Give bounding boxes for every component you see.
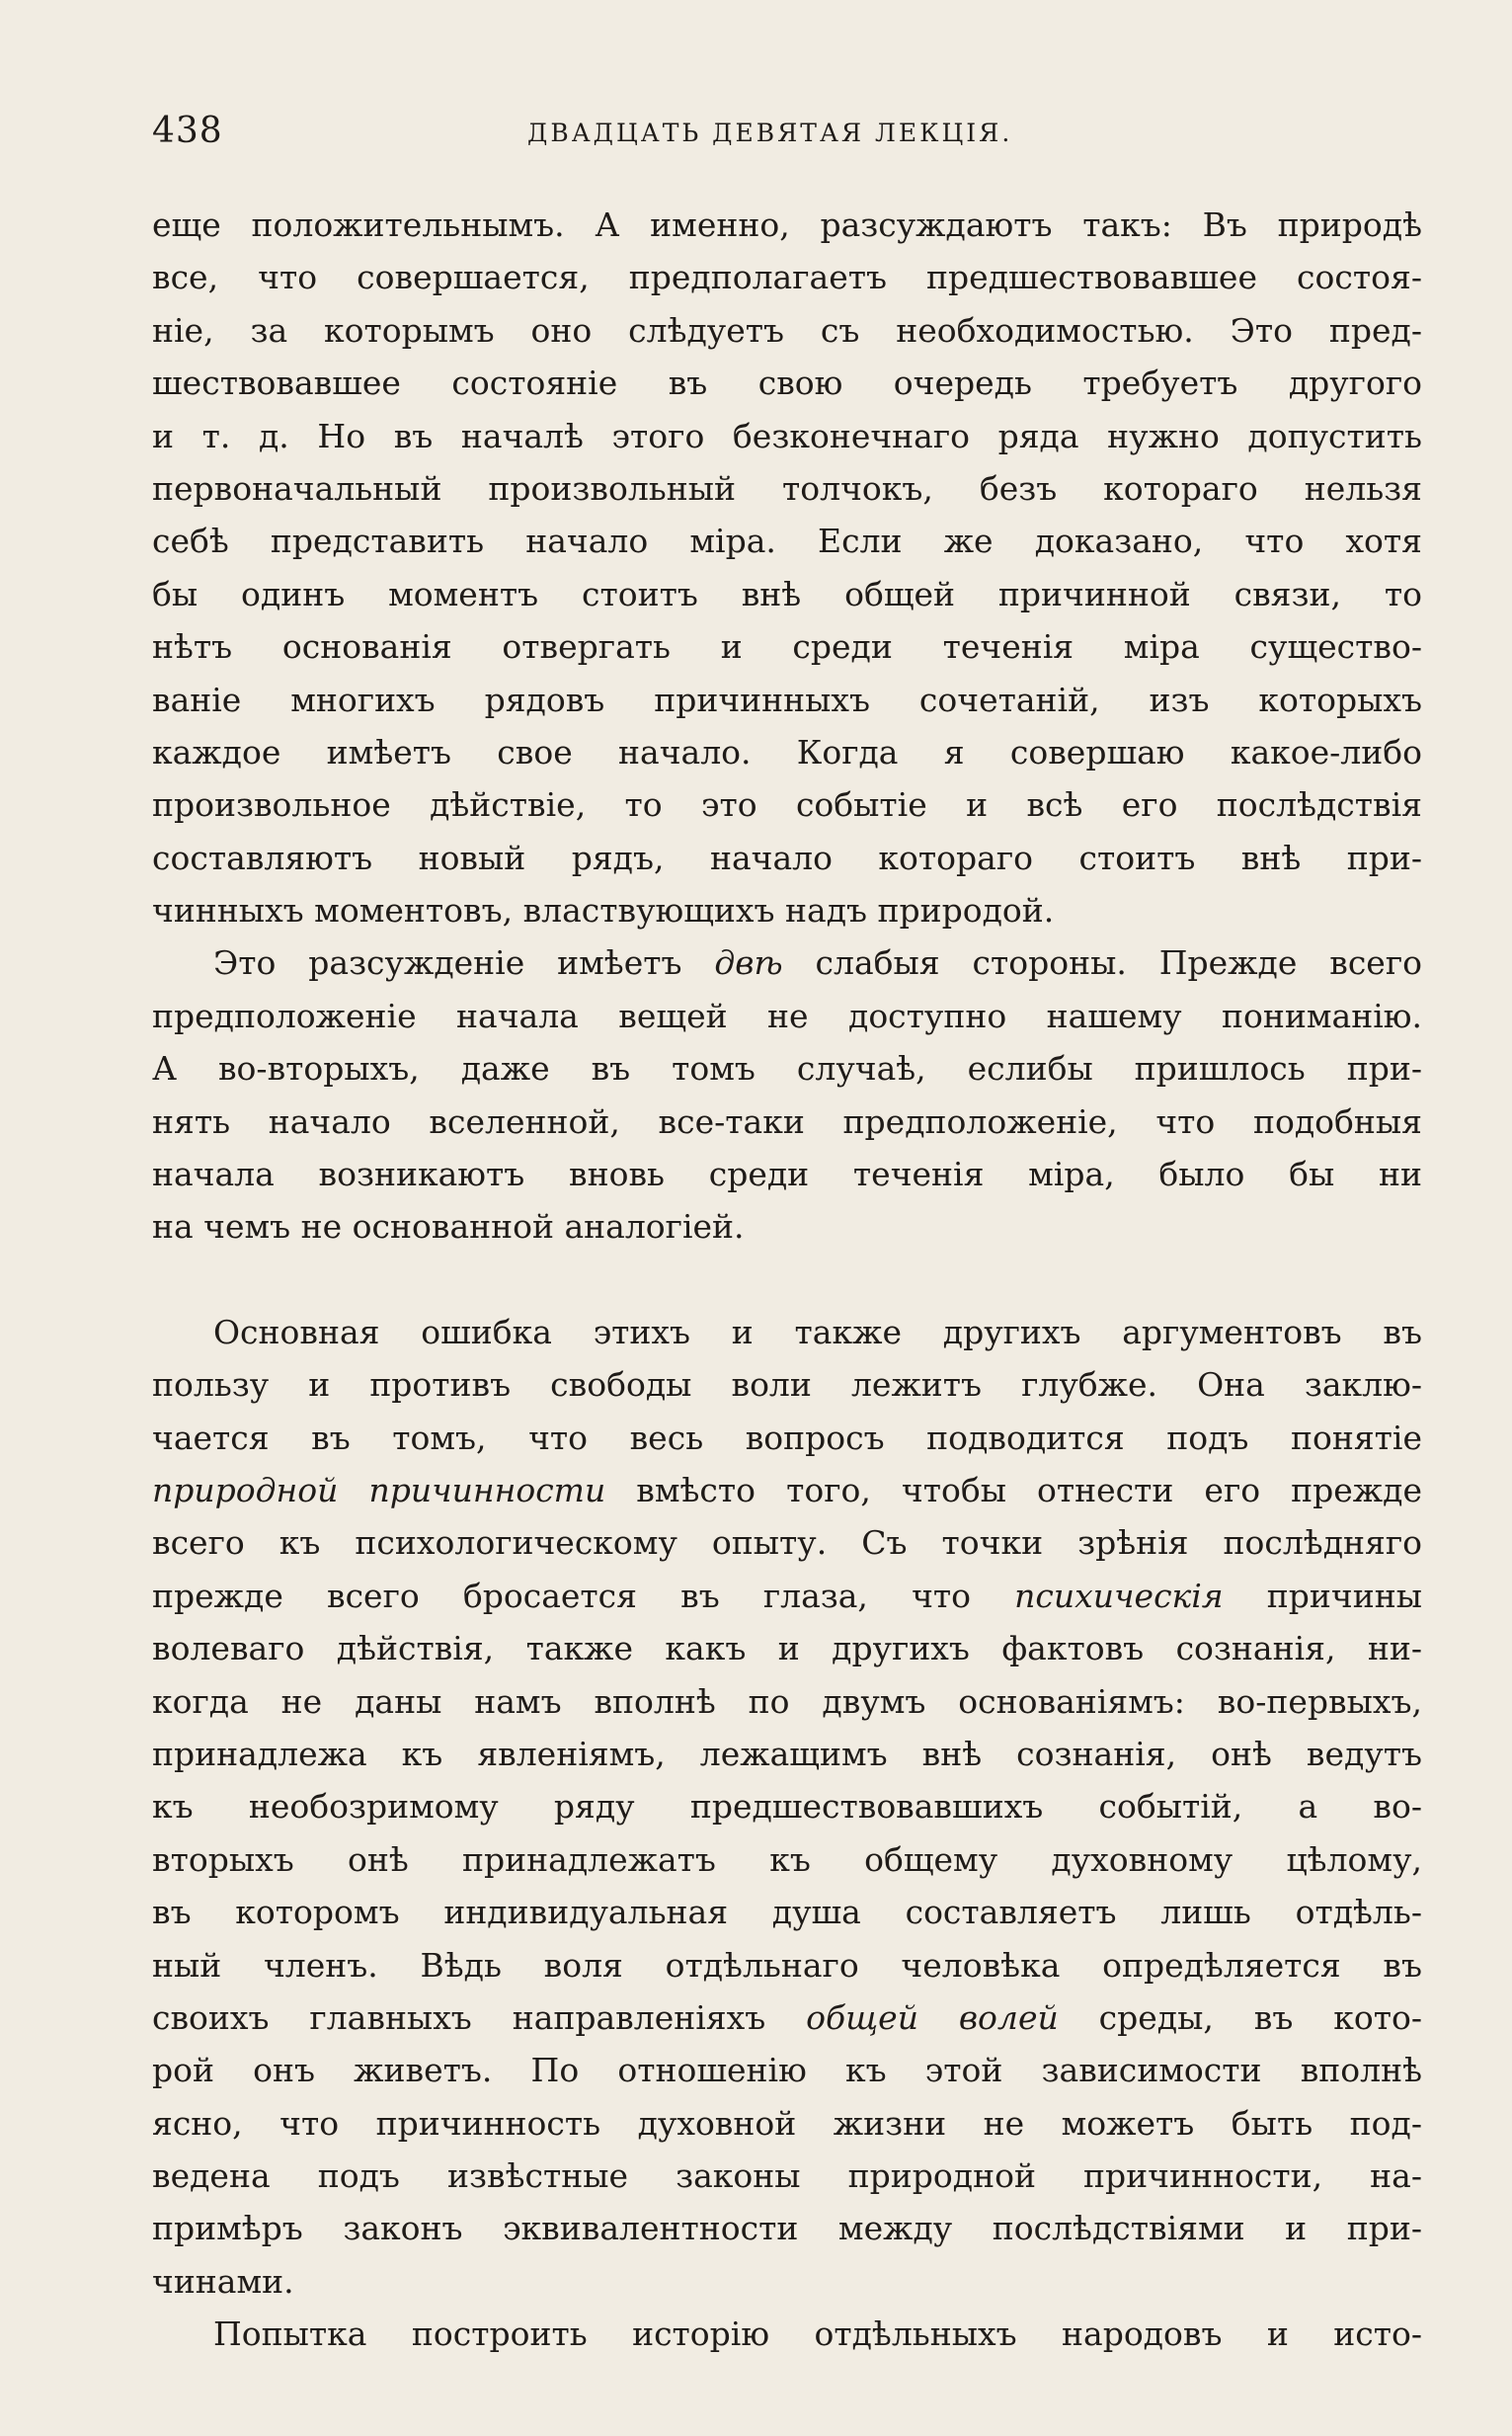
text-line: вторыхъ онѣ принадлежатъ къ общему духовному цѣлому,	[152, 1839, 1422, 1879]
text-line: примѣръ законъ эквивалентности между послѣдствіями и при-	[152, 2209, 1422, 2248]
paragraph	[152, 1306, 1422, 2308]
text-line: шествовавшее состояніе въ свою очередь требуетъ другого	[152, 364, 1422, 403]
text-line: составляютъ новый рядъ, начало котораго стоитъ внѣ при-	[152, 838, 1422, 877]
text-line: все, что совершается, предполагаетъ предшествовавшее состоя-	[152, 258, 1422, 297]
text-line: ный членъ. Вѣдь воля отдѣльнаго человѣка опредѣляется въ	[152, 1945, 1422, 1985]
text-line: ваніе многихъ рядовъ причинныхъ сочетаній, изъ которыхъ	[152, 680, 1422, 719]
text-line: прежде всего бросается въ глаза, что психическія причины	[152, 1576, 1422, 1615]
running-head	[152, 105, 1422, 158]
paragraph-gap	[152, 1254, 1422, 1306]
italic-emphasis: психическія	[1014, 1576, 1224, 1615]
paragraph	[152, 2308, 1422, 2360]
text-line: предположеніе начала вещей не доступно нашему пониманію.	[152, 996, 1422, 1035]
text-line: себѣ представить начало міра. Если же доказано, что хотя	[152, 522, 1422, 561]
running-title: ДВАДЦАТЬ ДЕВЯТАЯ ЛЕКЦІЯ.	[527, 119, 1013, 147]
italic-emphasis: общей волей	[806, 1997, 1059, 2037]
text-line: Попытка построить исторію отдѣльныхъ народовъ и исто-	[213, 2314, 1422, 2354]
text-line: волеваго дѣйствія, также какъ и другихъ фактовъ сознанія, ни-	[152, 1629, 1422, 1668]
text-line: на чемъ не основанной аналогіей.	[152, 1207, 745, 1247]
text-line: чинами.	[152, 2261, 294, 2301]
paragraph	[152, 936, 1422, 1253]
text-line: начала возникаютъ вновь среди теченія міра, было бы ни	[152, 1155, 1422, 1194]
text-line: ясно, что причинность духовной жизни не можетъ быть под-	[152, 2103, 1422, 2143]
text-line: когда не даны намъ вполнѣ по двумъ основаніямъ: во-первыхъ,	[152, 1681, 1422, 1721]
text-line: еще положительнымъ. А именно, разсуждаютъ такъ: Въ природѣ	[152, 205, 1422, 244]
text-line: каждое имѣетъ свое начало. Когда я совершаю какое-либо	[152, 732, 1422, 771]
text-line: пользу и противъ свободы воли лежитъ глубже. Она заклю-	[152, 1365, 1422, 1405]
text-line: чинныхъ моментовъ, властвующихъ надъ природой.	[152, 891, 1055, 931]
text-line: рой онъ живетъ. По отношенію къ этой зависимости вполнѣ	[152, 2051, 1422, 2090]
text-line: произвольное дѣйствіе, то это событіе и всѣ его послѣдствія	[152, 785, 1422, 825]
paragraph	[152, 199, 1422, 936]
text-line: къ необозримому ряду предшествовавшихъ событій, а во-	[152, 1787, 1422, 1827]
text-line: нѣтъ основанія отвергать и среди теченія міра существо-	[152, 627, 1422, 667]
text-line: ведена подъ извѣстные законы природной причинности, на-	[152, 2156, 1422, 2196]
text-line: А во-вторыхъ, даже въ томъ случаѣ, еслибы пришлось при-	[152, 1049, 1422, 1089]
text-line: своихъ главныхъ направленіяхъ общей волей среды, въ кото-	[152, 1997, 1422, 2037]
text-line: чается въ томъ, что весь вопросъ подводится подъ понятіе	[152, 1418, 1422, 1457]
text-line: и т. д. Но въ началѣ этого безконечнаго ряда нужно допустить	[152, 416, 1422, 455]
italic-emphasis: природной причинности	[152, 1470, 606, 1509]
body-text	[152, 199, 1422, 2361]
text-line: природной причинности вмѣсто того, чтобы отнести его прежде	[152, 1470, 1422, 1509]
text-line: бы одинъ моментъ стоитъ внѣ общей причинной связи, то	[152, 574, 1422, 613]
text-line: первоначальный произвольный толчокъ, безъ котораго нельзя	[152, 468, 1422, 508]
text-line: принадлежа къ явленіямъ, лежащимъ внѣ сознанія, онѣ ведутъ	[152, 1734, 1422, 1773]
text-line: въ которомъ индивидуальная душа составляетъ лишь отдѣль-	[152, 1893, 1422, 1932]
text-line: всего къ психологическому опыту. Съ точки зрѣнія послѣдняго	[152, 1523, 1422, 1563]
text-line: нять начало вселенной, все-таки предположеніе, что подобныя	[152, 1101, 1422, 1141]
text-line: ніе, за которымъ оно слѣдуетъ съ необходимостью. Это пред-	[152, 310, 1422, 350]
italic-emphasis: двѣ	[714, 943, 783, 983]
text-line: Основная ошибка этихъ и также другихъ аргументовъ въ	[213, 1312, 1422, 1351]
page-number: 438	[152, 111, 223, 151]
text-line: Это разсужденіе имѣетъ двѣ слабыя стороны. Прежде всего	[213, 943, 1422, 983]
